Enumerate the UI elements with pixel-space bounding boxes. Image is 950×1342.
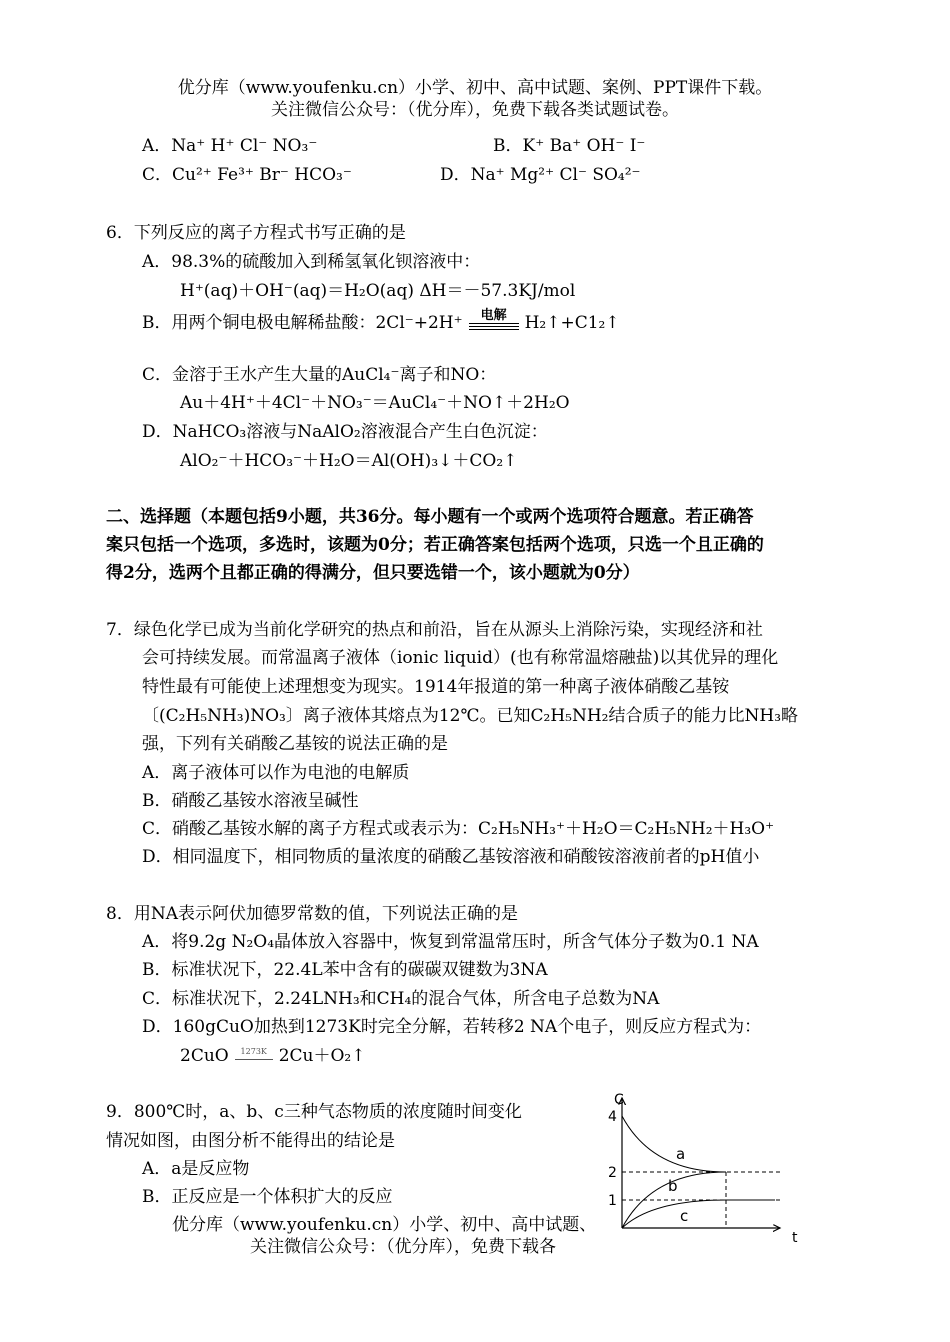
q9-line2: 情况如图，由图分析不能得出的结论是	[106, 1131, 395, 1151]
q5-option-d: D．Na⁺ Mg²⁺ Cl⁻ SO₄²⁻	[440, 165, 641, 185]
header-line2: 关注微信公众号：（优分库），免费下载各类试题试卷。	[271, 100, 679, 120]
heat-arrow	[231, 1046, 277, 1064]
q7-option-a: A．离子液体可以作为电池的电解质	[142, 763, 410, 783]
electrolysis-label: 电解	[480, 307, 507, 323]
y-axis-label: C	[614, 1092, 624, 1108]
q7-option-c: C．硝酸乙基铵水解的离子方程式或表示为：C₂H₅NH₃⁺＋H₂O＝C₂H₅NH₂＋H₃O⁺	[142, 819, 775, 839]
q9-option-a: A．a是反应物	[142, 1159, 250, 1179]
curve-a	[622, 1116, 726, 1172]
q6-stem: 6．下列反应的离子方程式书写正确的是	[106, 223, 406, 243]
q8-option-c: C．标准状况下，2.24LNH₃和CH₄的混合气体，所含电子总数为NA	[142, 989, 660, 1009]
electrolysis-arrow	[465, 307, 523, 333]
q8-option-d: D．160gCuO加热到1273K时完全分解，若转移2 NA个电子，则反应方程式为：	[142, 1017, 762, 1037]
q6-option-d-equation: AlO₂⁻＋HCO₃⁻＋H₂O＝Al(OH)₃↓＋CO₂↑	[180, 451, 518, 471]
curve-c	[622, 1200, 775, 1228]
footer-line1: 优分库（www.youfenku.cn）小学、初中、高中试题、	[172, 1215, 597, 1235]
section2-line2: 案只包括一个选项，多选时，该题为0分；若正确答案包括两个选项，只选一个且正确的	[106, 535, 764, 555]
curve-c-label: c	[680, 1207, 689, 1225]
q7-line5: 强，下列有关硝酸乙基铵的说法正确的是	[142, 734, 448, 754]
q6-option-a: A．98.3%的硫酸加入到稀氢氧化钡溶液中：	[142, 252, 481, 272]
y-tick-label-2: 2	[608, 1165, 617, 1181]
x-axis-label: t	[792, 1230, 798, 1246]
header-line1: 优分库（www.youfenku.cn）小学、初中、高中试题、案例、PPT课件下载。	[177, 78, 773, 98]
q8-option-b: B．标准状况下，22.4L苯中含有的碳碳双键数为3NA	[142, 960, 548, 980]
q8-option-a: A．将9.2g N₂O₄晶体放入容器中，恢复到常温常压时，所含气体分子数为0.1 NA	[142, 932, 759, 952]
q6-option-b	[142, 307, 620, 334]
q6-option-c-equation: Au＋4H⁺＋4Cl⁻＋NO₃⁻＝AuCl₄⁻＋NO↑＋2H₂O	[180, 393, 570, 413]
q6-option-c: C．金溶于王水产生大量的AuCl₄⁻离子和NO：	[142, 365, 497, 385]
footer-line2: 关注微信公众号：（优分库），免费下载各	[250, 1237, 556, 1257]
curve-b-label: b	[668, 1177, 678, 1195]
q8-stem: 8．用NA表示阿伏加德罗常数的值，下列说法正确的是	[106, 904, 518, 924]
section2-line1: 二、选择题（本题包括9小题，共36分。每小题有一个或两个选项符合题意。若正确答	[106, 507, 754, 527]
q9-line1: 9．800℃时，a、b、c三种气态物质的浓度随时间变化	[106, 1102, 522, 1122]
y-tick-label-4: 4	[608, 1109, 617, 1125]
q6-b-right: H₂↑+C1₂↑	[524, 313, 620, 333]
q5-option-c: C．Cu²⁺ Fe³⁺ Br⁻ HCO₃⁻	[142, 165, 352, 185]
q6-option-d: D．NaHCO₃溶液与NaAlO₂溶液混合产生白色沉淀：	[142, 422, 548, 442]
heat-label: 1273K	[240, 1046, 267, 1056]
q7-line1: 7．绿色化学已成为当前化学研究的热点和前沿，旨在从源头上消除污染，实现经济和社	[106, 620, 763, 640]
q7-line2: 会可持续发展。而常温离子液体（ionic liquid）(也有称常温熔融盐)以其优异的理化	[142, 648, 779, 668]
q9-option-b: B．正反应是一个体积扩大的反应	[142, 1187, 393, 1207]
section2-line3: 得2分，选两个且都正确的得满分，但只要选错一个，该小题就为0分）	[106, 563, 640, 583]
q7-option-b: B．硝酸乙基铵水溶液呈碱性	[142, 791, 359, 811]
q7-line4: 〔(C₂H₅NH₃)NO₃〕离子液体其熔点为12℃。已知C₂H₅NH₂结合质子的能力比NH₃略	[142, 706, 799, 726]
q7-line3: 特性最有可能使上述理想变为现实。1914年报道的第一种离子液体硝酸乙基铵	[142, 677, 730, 697]
curve-a-label: a	[676, 1145, 686, 1163]
y-tick-label-1: 1	[608, 1193, 617, 1209]
q7-option-d: D．相同温度下，相同物质的量浓度的硝酸乙基铵溶液和硝酸铵溶液前者的pH值小	[142, 847, 760, 867]
q8-option-d-equation	[180, 1045, 366, 1067]
q5-option-b: B．K⁺ Ba⁺ OH⁻ I⁻	[493, 136, 646, 156]
q8-d-right: 2Cu＋O₂↑	[278, 1046, 366, 1066]
q6-option-a-equation: H⁺(aq)＋OH⁻(aq)＝H₂O(aq) ΔH＝－57.3KJ/mol	[180, 281, 576, 301]
concentration-time-chart	[600, 1090, 810, 1250]
q6-b-left: B．用两个铜电极电解稀盐酸：2Cl⁻+2H⁺	[142, 313, 463, 333]
q8-d-left: 2CuO	[180, 1046, 229, 1066]
q5-option-a: A．Na⁺ H⁺ Cl⁻ NO₃⁻	[142, 136, 318, 156]
